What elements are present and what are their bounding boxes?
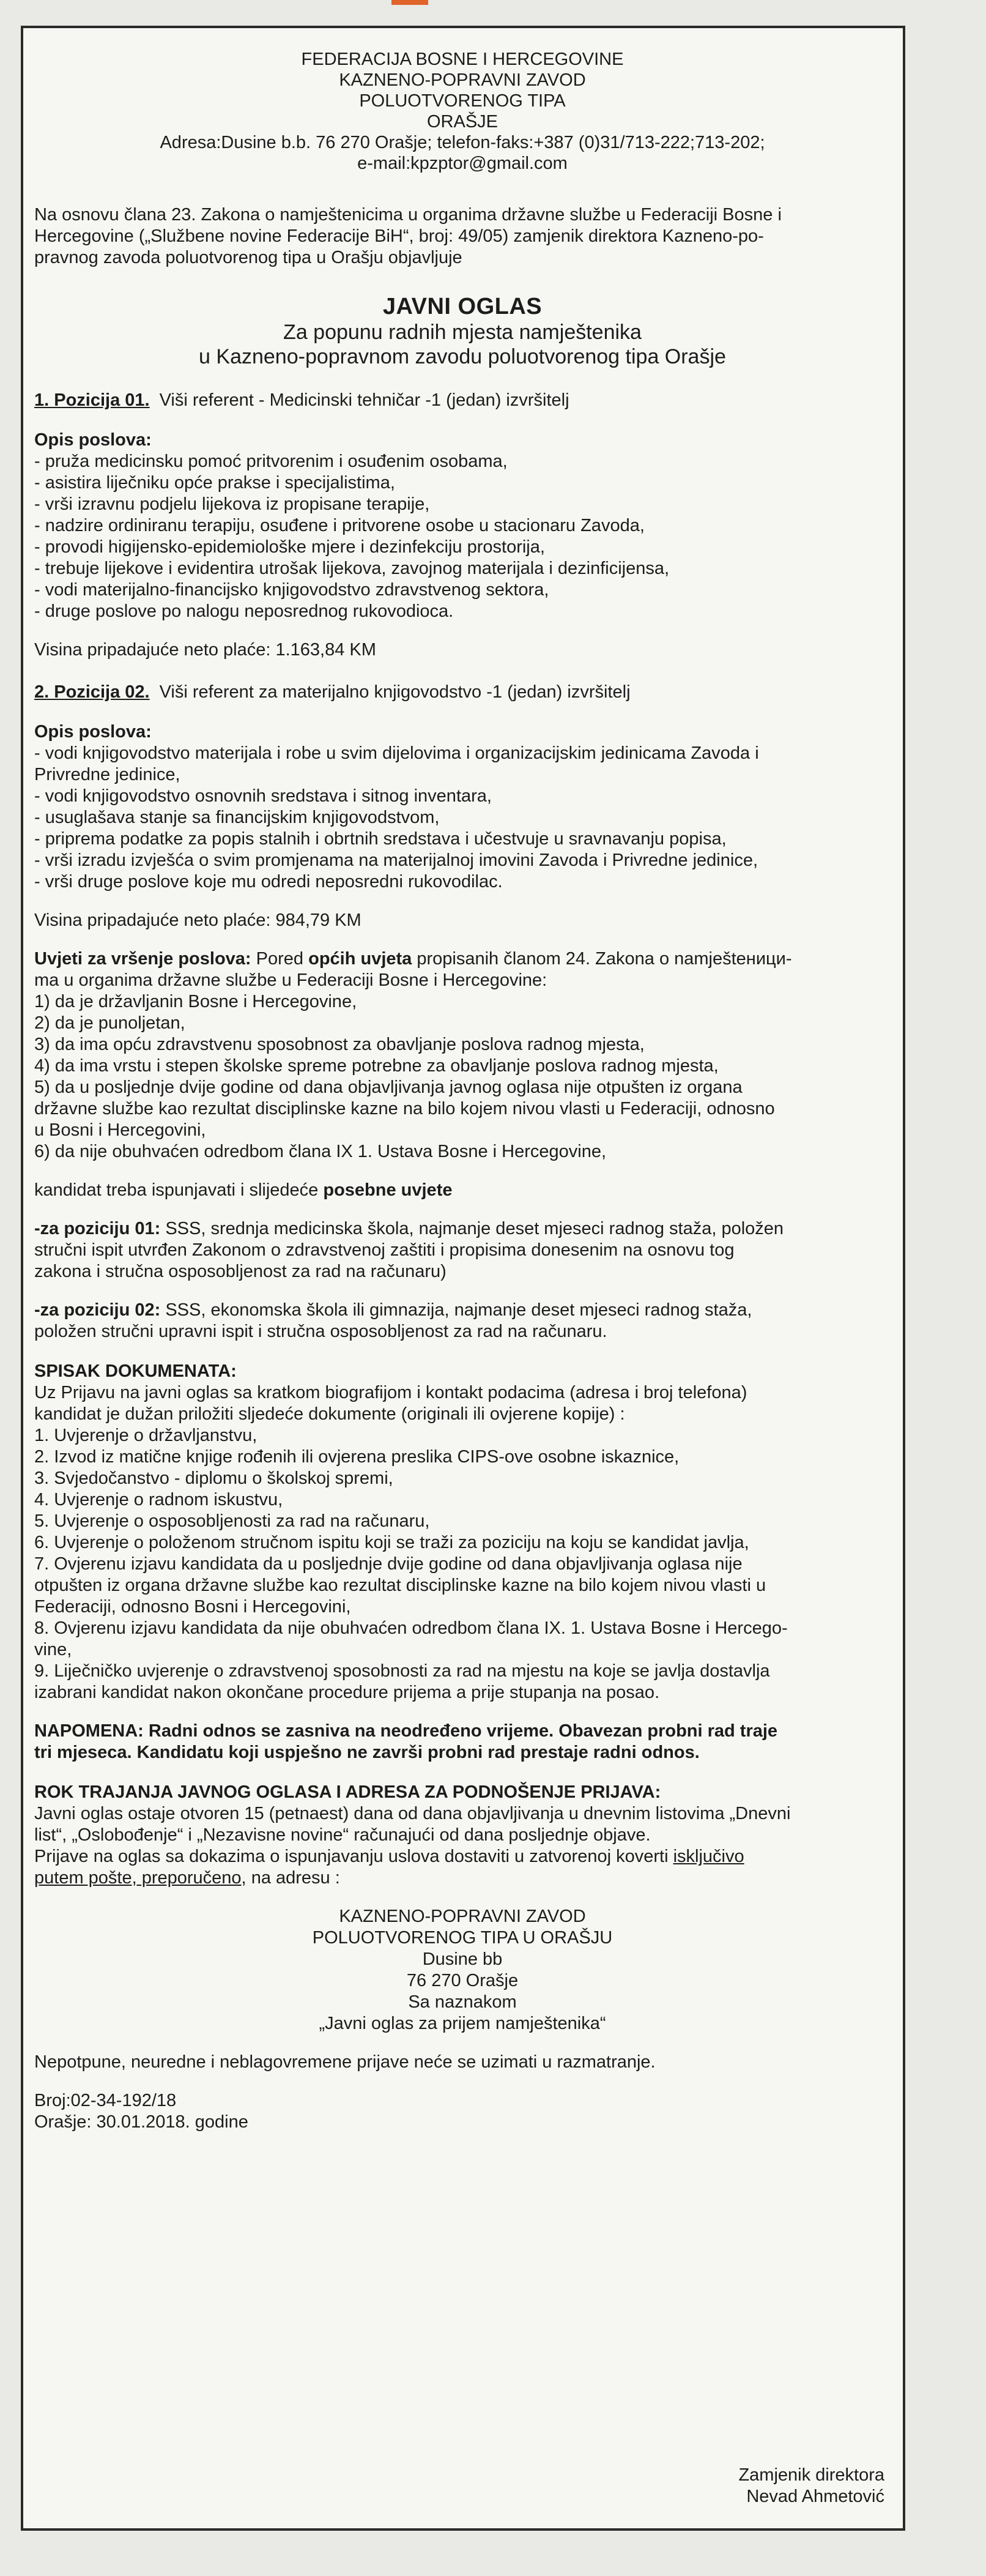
general-conditions-list bbox=[34, 970, 891, 1163]
announcement-title bbox=[34, 293, 891, 369]
list-item: - vrši druge poslove koje mu odredi neposredni rukovodilac. bbox=[34, 872, 503, 892]
header-line-type: POLUOTVORENOG TIPA bbox=[359, 91, 566, 111]
intro-line: Na osnovu člana 23. Zakona o namještenicima u organima državne službe u Federaciji Bosne i bbox=[34, 205, 782, 225]
address-line: KAZNENO-POPRAVNI ZAVOD bbox=[339, 1907, 586, 1926]
header-line-institution: KAZNENO-POPRAVNI ZAVOD bbox=[339, 70, 586, 90]
list-item: vine, bbox=[34, 1640, 72, 1659]
reference-block bbox=[34, 2090, 891, 2133]
header-line-address: Adresa:Dusine b.b. 76 270 Orašje; telefon-faks:+387 (0)31/713-222;713-202; bbox=[160, 133, 765, 152]
requirement-line: stručni ispit utvrđen Zakonom o zdravstvenoj zaštiti i propisima donesenim na osnovu tog bbox=[34, 1240, 735, 1260]
list-item: 3) da ima opću zdravstvenu sposobnost za obavljanje poslova radnog mjesta, bbox=[34, 1035, 645, 1054]
conditions-heading: Uvjeti za vršenje poslova: bbox=[34, 949, 251, 969]
special-lead-text: kandidat treba ispunjavati i slijedeće bbox=[34, 1180, 319, 1200]
note-block bbox=[34, 1721, 891, 1763]
list-item: 4) da ima vrstu i stepen školske spreme potrebne za obavljanje poslova radnog mjesta, bbox=[34, 1056, 719, 1076]
requirement-2-label: -za poziciju 02: bbox=[34, 1300, 161, 1320]
reference-place-date: Orašje: 30.01.2018. godine bbox=[34, 2112, 248, 2132]
job-advertisement bbox=[21, 26, 905, 2531]
list-item: u Bosni i Hercegovini, bbox=[34, 1120, 206, 1140]
signatory-name: Nevad Ahmetović bbox=[746, 2487, 884, 2506]
deadline-delivery-address-lead: na adresu : bbox=[251, 1868, 340, 1888]
requirements-position-2 bbox=[34, 1300, 891, 1342]
special-conditions-label: posebne uvjete bbox=[323, 1180, 453, 1200]
position-2-salary: Visina pripadajuće neto plaće: 984,79 KM bbox=[34, 910, 361, 930]
list-item: - asistira liječniku opće prakse i specijalistima, bbox=[34, 473, 395, 493]
list-item: izabrani kandidat nakon okončane procedure prijema a prije stupanja na posao. bbox=[34, 1683, 660, 1702]
signatory-title: Zamjenik direktora bbox=[738, 2465, 884, 2485]
requirements-position-1 bbox=[34, 1218, 891, 1282]
address-line: Dusine bb bbox=[422, 1949, 503, 1969]
legal-intro bbox=[34, 204, 891, 269]
position-2-duties bbox=[34, 743, 891, 893]
documents-list bbox=[34, 1382, 891, 1703]
list-item: - nadzire ordiniranu terapiju, osuđene i pritvorene osobe u stacionaru Zavoda, bbox=[34, 516, 645, 535]
requirement-line bbox=[34, 1300, 891, 1321]
requirement-line: položen stručni upravni ispit i stručna osposobljenost za rad na računaru. bbox=[34, 1322, 607, 1341]
list-item: otpušten iz organa državne službe kao rezultat disciplinske kazne na bilo kojem nivou vlasti u bbox=[34, 1576, 766, 1595]
list-item: - vrši izradu izvješća o svim promjenama na materijalnoj imovini Zavoda i Privredne jedinice, bbox=[34, 851, 758, 870]
requirement-text: SSS, ekonomska škola ili gimnazija, najmanje deset mjeseci radnog staža, bbox=[165, 1300, 752, 1320]
list-item: - vodi knjigovodstvo materijala i robe u svim dijelovima i organizacijskim jedinicama Zavoda i bbox=[34, 743, 759, 763]
list-item: - druge poslove po nalogu neposrednog rukovodioca. bbox=[34, 601, 454, 621]
header-line-city: ORAŠJE bbox=[426, 112, 499, 132]
deadline-delivery-text: Prijave na oglas sa dokazima o ispunjavanju uslova dostaviti u zatvorenoj koverti bbox=[34, 1847, 669, 1866]
deadline-text bbox=[34, 1803, 891, 1889]
subtitle-line: Za popunu radnih mjesta namještenika bbox=[283, 321, 642, 344]
position-1-title bbox=[34, 390, 891, 411]
position-2-title bbox=[34, 682, 891, 703]
note-line: NAPOMENA: Radni odnos se zasniva na neodređeno vrijeme. Obavezan probni rad traje bbox=[34, 1721, 778, 1741]
list-item: - vodi knjigovodstvo osnovnih sredstava i sitnog inventara, bbox=[34, 786, 492, 806]
page-top-color-mark bbox=[391, 0, 428, 5]
conditions-intro bbox=[34, 948, 891, 970]
list-item: 2) da je punoljetan, bbox=[34, 1013, 185, 1033]
position-1-salary: Visina pripadajuće neto plaće: 1.163,84 KM bbox=[34, 640, 376, 660]
requirement-1-label: -za poziciju 01: bbox=[34, 1219, 161, 1238]
conditions-lead: Pored bbox=[256, 949, 304, 969]
list-item: - vodi materijalno-financijsko knjigovodstvo zdravstvenog sektora, bbox=[34, 580, 549, 600]
requirement-text: SSS, srednja medicinska škola, najmanje deset mjeseci radnog staža, položen bbox=[165, 1219, 784, 1238]
deadline-line bbox=[34, 1846, 891, 1867]
list-item: 9. Liječničko uvjerenje o zdravstvenoj sposobnosti za rad na mjestu na koje se javlja dostavlja bbox=[34, 1661, 770, 1681]
intro-line: pravnog zavoda poluotvorenog tipa u Orašju objavljuje bbox=[34, 248, 462, 267]
header-line-federation: FEDERACIJA BOSNE I HERCEGOVINE bbox=[301, 50, 624, 69]
list-item: 6. Uvjerenje o položenom stručnom ispitu koji se traži za poziciju na koju se kandidat javlja, bbox=[34, 1533, 749, 1552]
position-2-duties-heading: Opis poslova: bbox=[34, 722, 152, 742]
address-line: „Javni oglas za prijem namještenika“ bbox=[319, 2014, 606, 2033]
deadline-line: Javni oglas ostaje otvoren 15 (petnaest) dana od dana objavljivanja u dnevnim listovima „Dnevni bbox=[34, 1804, 791, 1823]
requirement-line: zakona i stručna osposobljenost za rad na računaru) bbox=[34, 1262, 447, 1281]
main-title: JAVNI OGLAS bbox=[382, 294, 543, 319]
list-item: 1. Uvjerenje o državljanstvu, bbox=[34, 1426, 258, 1445]
position-1-duties bbox=[34, 451, 891, 622]
conditions-lead-rest: propisanih članom 24. Zakona o namješteници- bbox=[417, 949, 792, 969]
general-conditions-label: općih uvjeta bbox=[308, 949, 412, 969]
list-item: 2. Izvod iz matične knjige rođenih ili ovjerena preslika CIPS-ove osobne iskaznice, bbox=[34, 1447, 680, 1467]
submission-address bbox=[34, 1906, 891, 2034]
list-item: - usuglašava stanje sa financijskim knjigovodstvom, bbox=[34, 808, 440, 827]
address-line: POLUOTVORENOG TIPA U ORAŠJU bbox=[312, 1928, 613, 1948]
position-2-name: Viši referent za materijalno knjigovodstvo -1 (jedan) izvršitelj bbox=[159, 682, 631, 702]
list-item: 4. Uvjerenje o radnom iskustvu, bbox=[34, 1490, 283, 1509]
note-line: tri mjeseca. Kandidatu koji uspješno ne završi probni rad prestaje radni odnos. bbox=[34, 1743, 700, 1762]
list-item: kandidat je dužan priložiti sljedeće dokumente (originali ili ovjerene kopije) : bbox=[34, 1404, 625, 1424]
list-item: Uz Prijavu na javni oglas sa kratkom biografijom i kontakt podacima (adresa i broj telefona) bbox=[34, 1383, 747, 1402]
list-item: - provodi higijensko-epidemiološke mjere i dezinfekciju prostorija, bbox=[34, 537, 545, 557]
documents-heading: SPISAK DOKUMENATA: bbox=[34, 1361, 237, 1381]
list-item: - trebuje lijekove i evidentira utrošak lijekova, zavojnog materijala i dezinficijensa, bbox=[34, 559, 670, 578]
signature-block bbox=[738, 2465, 884, 2507]
list-item: državne službe kao rezultat disciplinske kazne na bilo kojem nivou vlasti u Federaciji, odnosno bbox=[34, 1099, 775, 1119]
position-1-duties-heading: Opis poslova: bbox=[34, 430, 152, 450]
deadline-heading: ROK TRAJANJA JAVNOG OGLASA I ADRESA ZA PODNOŠENJE PRIJAVA: bbox=[34, 1782, 661, 1802]
header-line-email: e-mail:kpzptor@gmail.com bbox=[357, 154, 568, 173]
closing-statement: Nepotpune, neuredne i neblagovremene prijave neće se uzimati u razmatranje. bbox=[34, 2052, 656, 2072]
subtitle-line: u Kazneno-popravnom zavodu poluotvorenog tipa Orašje bbox=[199, 345, 726, 368]
deadline-line bbox=[34, 1867, 891, 1889]
position-1-name: Viši referent - Medicinski tehničar -1 (jedan) izvršitelj bbox=[159, 390, 569, 410]
list-item: 6) da nije obuhvaćen odredbom člana IX 1. Ustava Bosne i Hercegovine, bbox=[34, 1142, 607, 1161]
special-conditions-lead bbox=[34, 1180, 891, 1201]
deadline-delivery-exclusive: isključivo bbox=[673, 1847, 744, 1866]
list-item: 8. Ovjerenu izjavu kandidata da nije obuhvaćen odredbom člana IX. 1. Ustava Bosne i Hercego- bbox=[34, 1618, 788, 1638]
list-item: 5) da u posljednje dvije godine od dana objavljivanja javnog oglasa nije otpušten iz organa bbox=[34, 1078, 743, 1097]
list-item: 1) da je državljanin Bosne i Hercegovine, bbox=[34, 992, 357, 1011]
position-1-number: 1. Pozicija 01. bbox=[34, 390, 150, 410]
address-line: 76 270 Orašje bbox=[406, 1971, 519, 1990]
list-item: Privredne jedinice, bbox=[34, 765, 180, 784]
list-item: ma u organima državne službe u Federaciji Bosne i Hercegovine: bbox=[34, 970, 547, 990]
address-line: Sa naznakom bbox=[408, 1992, 517, 2012]
deadline-delivery-method: putem pošte, preporučeno, bbox=[34, 1868, 247, 1888]
reference-number: Broj:02-34-192/18 bbox=[34, 2091, 177, 2110]
deadline-line: list“, „Oslobođenje“ i „Nezavisne novine“ računajući od dana posljednje objave. bbox=[34, 1825, 651, 1845]
intro-line: Hercegovine („Službene novine Federacije BiH“, broj: 49/05) zamjenik direktora Kazneno-po- bbox=[34, 226, 764, 246]
list-item: - pruža medicinsku pomoć pritvorenim i osuđenim osobama, bbox=[34, 452, 508, 471]
institution-header bbox=[34, 49, 891, 174]
list-item: - priprema podatke za popis stalnih i obrtnih sredstava i učestvuje u sravnavanju popisa, bbox=[34, 829, 727, 849]
list-item: 7. Ovjerenu izjavu kandidata da u posljednje dvije godine od dana objavljivanja oglasa nije bbox=[34, 1554, 743, 1574]
list-item: Federaciji, odnosno Bosni i Hercegovini, bbox=[34, 1597, 351, 1617]
list-item: 3. Svjedočanstvo - diplomu o školskoj spremi, bbox=[34, 1469, 393, 1488]
requirement-line bbox=[34, 1218, 891, 1240]
list-item: - vrši izravnu podjelu lijekova iz propisane terapije, bbox=[34, 494, 430, 514]
list-item: 5. Uvjerenje o osposobljenosti za rad na računaru, bbox=[34, 1511, 430, 1531]
position-2-number: 2. Pozicija 02. bbox=[34, 682, 150, 702]
